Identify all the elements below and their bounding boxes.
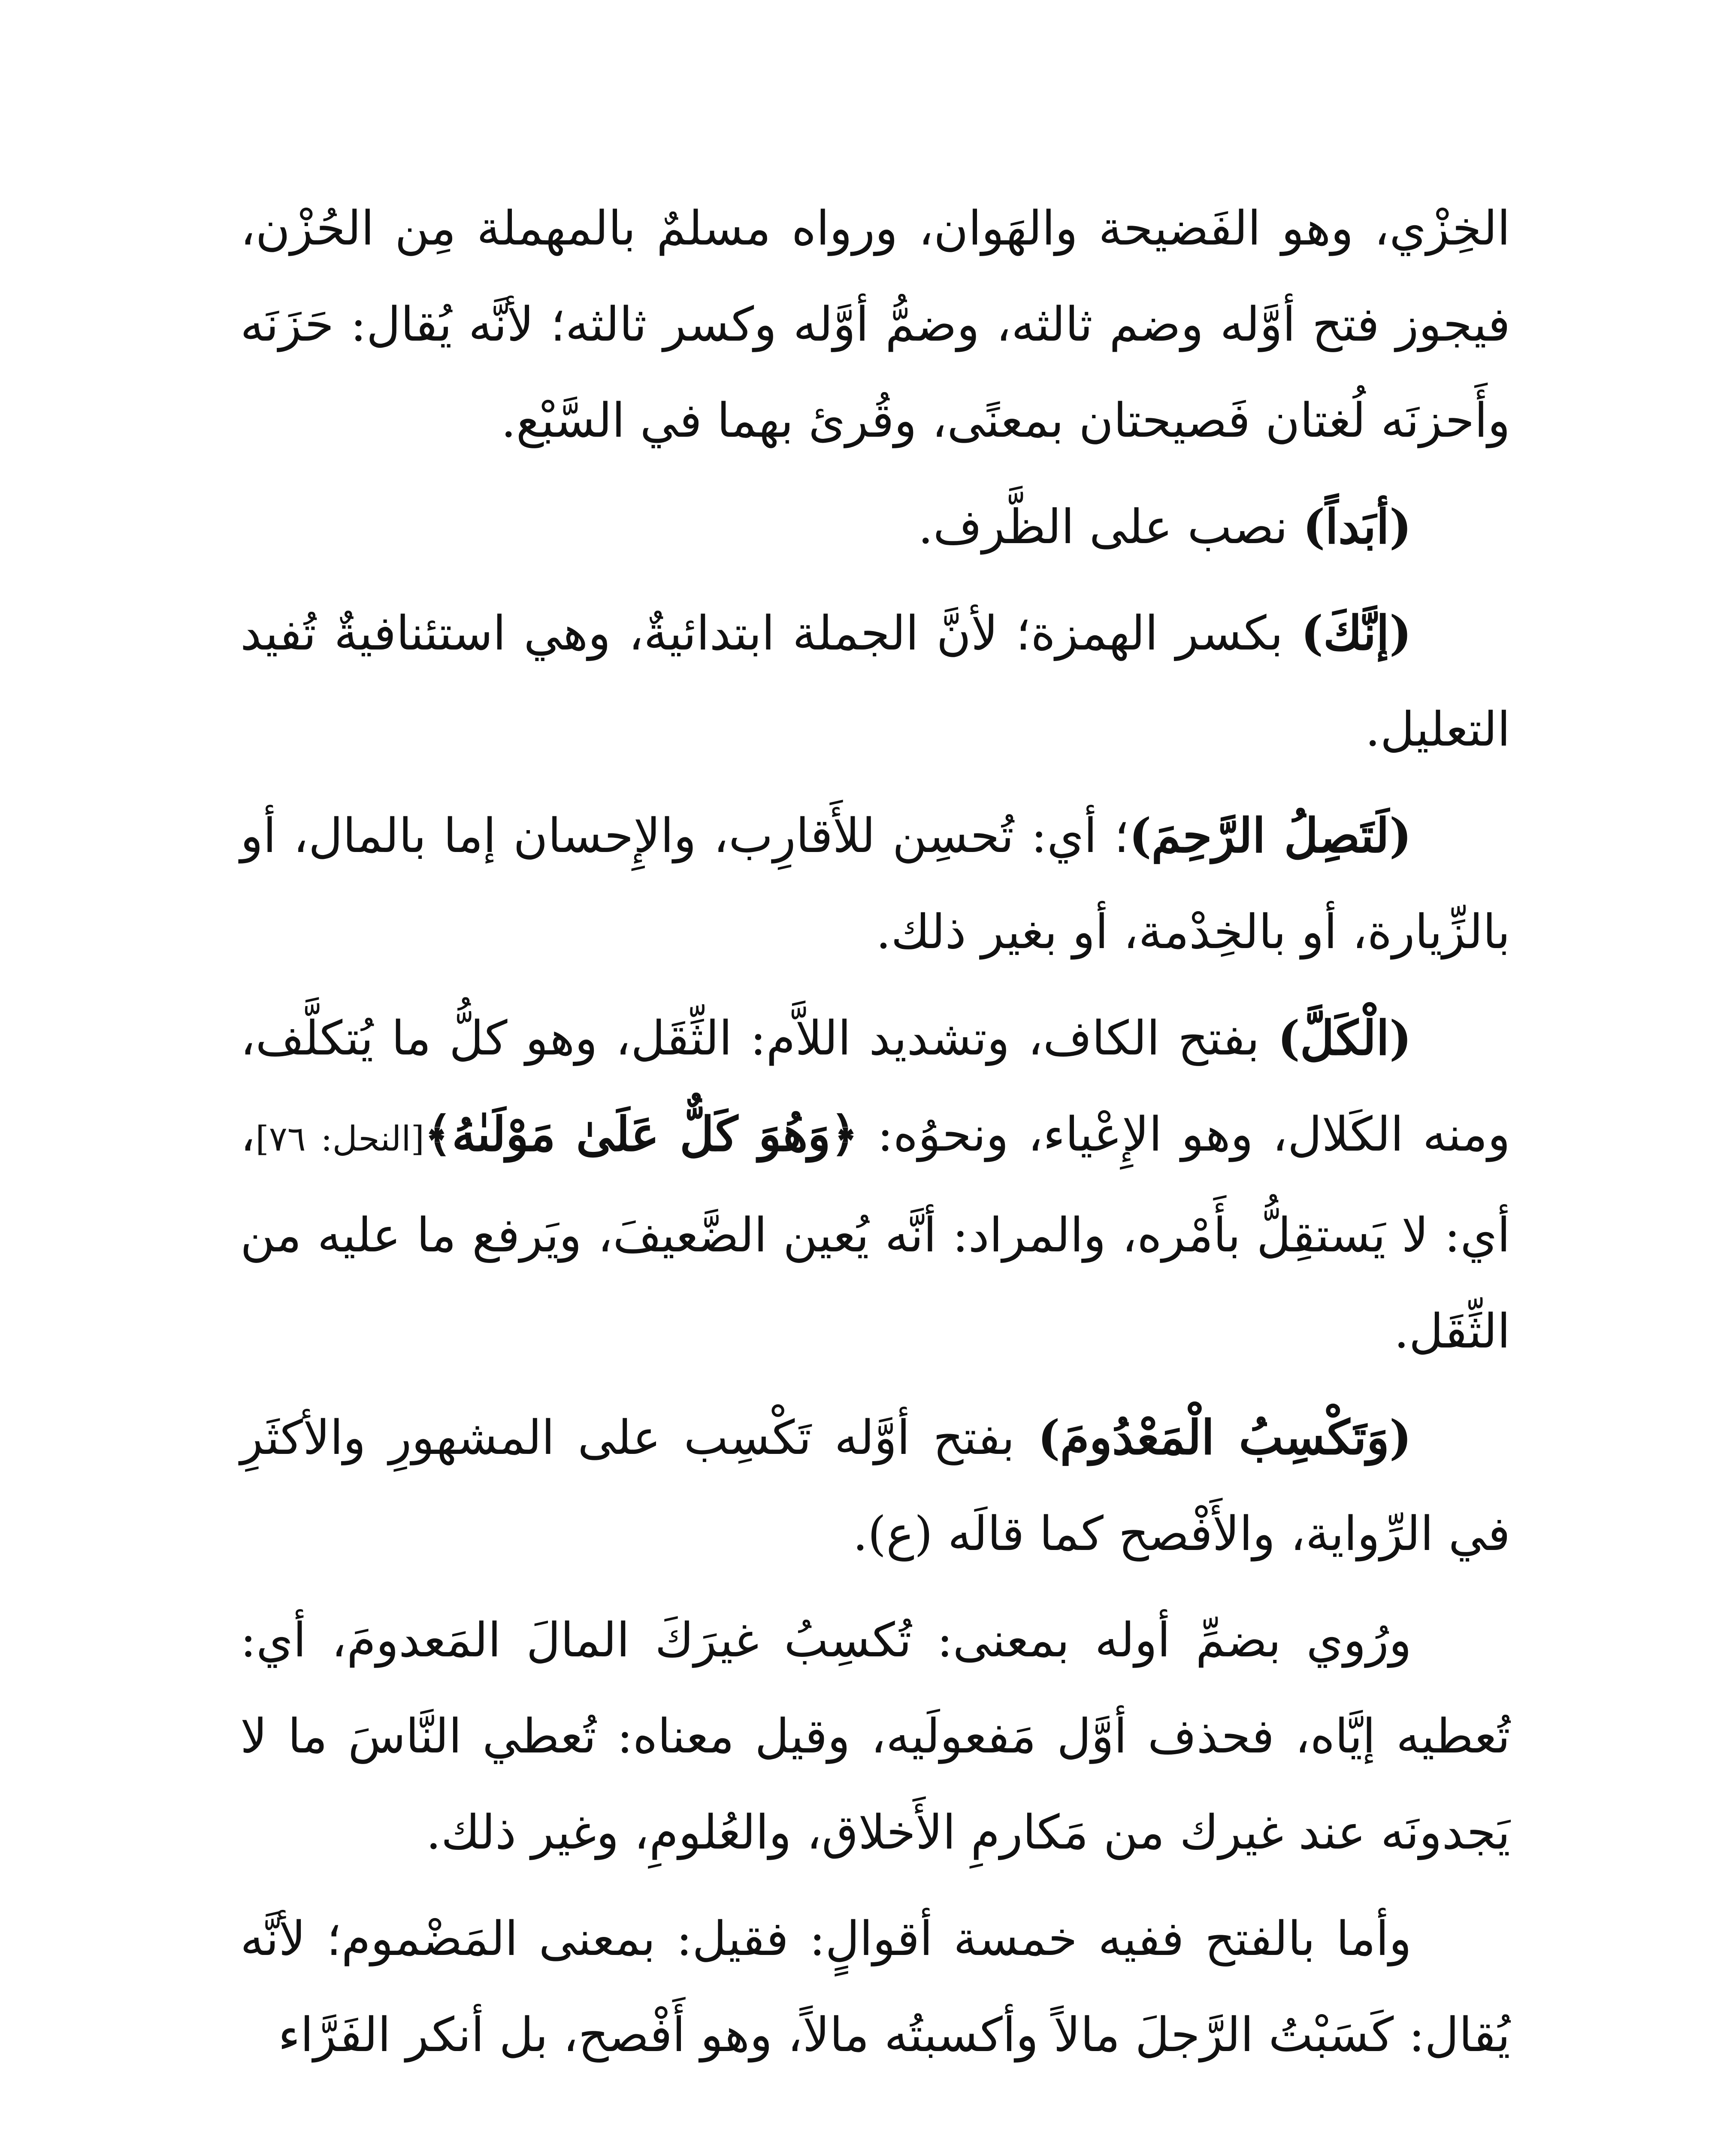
paragraph-text: الخِزْي، وهو الفَضيحة والهَوان، ورواه مسلمٌ بالمهملة مِن الحُزْن، فيجوز فتح أوَّله وضم ثالثه، وضمُّ أوَّله وكسر ثالثه؛ لأنَّه يُقال: حَزَنَه وأَحزنَه لُغتان فَصيحتان بمعنًى، وقُرئ بهما في السَّبْع. [240, 201, 1510, 448]
paragraph-4 [240, 788, 1510, 980]
paragraph-text: ؛ أي: تُحسِن للأَقارِب، والإِحسان إما بالمال، أو بالزِّيارة، أو بالخِدْمة، أو بغير ذلك. [240, 808, 1510, 959]
paragraph-3 [240, 585, 1510, 777]
paragraph-5 [240, 990, 1510, 1379]
headword: (الْكَلَّ) [1277, 1010, 1412, 1066]
headword: (وَتَكْسِبُ الْمَعْدُومَ) [1037, 1410, 1412, 1465]
headword: (إنَّكَ) [1301, 605, 1412, 661]
paragraph-text: بكسر الهمزة؛ لأنَّ الجملة ابتدائيةٌ، وهي استئنافيةٌ تُفيد التعليل. [240, 606, 1510, 757]
page-body [240, 180, 1510, 2145]
paragraph-2 [240, 479, 1510, 575]
paragraph-text: وأما بالفتح ففيه خمسة أقوالٍ: فقيل: بمعنى المَضْموم؛ لأنَّه يُقال: كَسَبْتُ الرَّجلَ مالاً وأكسبتُه مالاً، وهو أَفْصح، بل أنكر الفَرَّاء [240, 1911, 1510, 2062]
paragraph-text: نصب على الظَّرف. [918, 499, 1303, 554]
paragraph-1 [240, 180, 1510, 468]
verse-reference: [النحل: ٧٦] [255, 1119, 424, 1159]
paragraph-8 [240, 1891, 1510, 2083]
paragraph-text: بفتح أوَّله تَكْسِب على المشهورِ والأكثَرِ في الرِّواية، والأَفْصح كما قالَه (ع). [240, 1410, 1510, 1561]
headword: (أبَداً) [1303, 499, 1412, 554]
paragraph-text: ، أي: لا يَستقِلُّ بأَمْره، والمراد: أنَّه يُعين الضَّعيفَ، ويَرفع ما عليه من الثِّقَل. [240, 1107, 1510, 1359]
paragraph-6 [240, 1390, 1510, 1582]
paragraph-7 [240, 1592, 1510, 1880]
paragraph-text: ورُوي بضمِّ أوله بمعنى: تُكسِبُ غيرَكَ المالَ المَعدومَ، أي: تُعطيه إيَّاه، فحذف أوَّل مَفعولَيه، وقيل معناه: تُعطي النَّاسَ ما لا يَجدونَه عند غيرك من مَكارمِ الأَخلاق، والعُلومِ، وغير ذلك. [240, 1613, 1510, 1860]
paragraph-text: بفتح الكاف، وتشديد اللاَّم: الثِّقَل، وهو كلُّ ما يُتكلَّف، ومنه الكَلال، وهو الإِعْياء، ونحوُه: [240, 1011, 1510, 1162]
headword: (لَتَصِلُ الرَّحِمَ) [1129, 808, 1412, 863]
quran-verse: ﴿وَهُوَ كَلٌّ عَلَىٰ مَوْلَىٰهُ﴾ [424, 1106, 859, 1162]
